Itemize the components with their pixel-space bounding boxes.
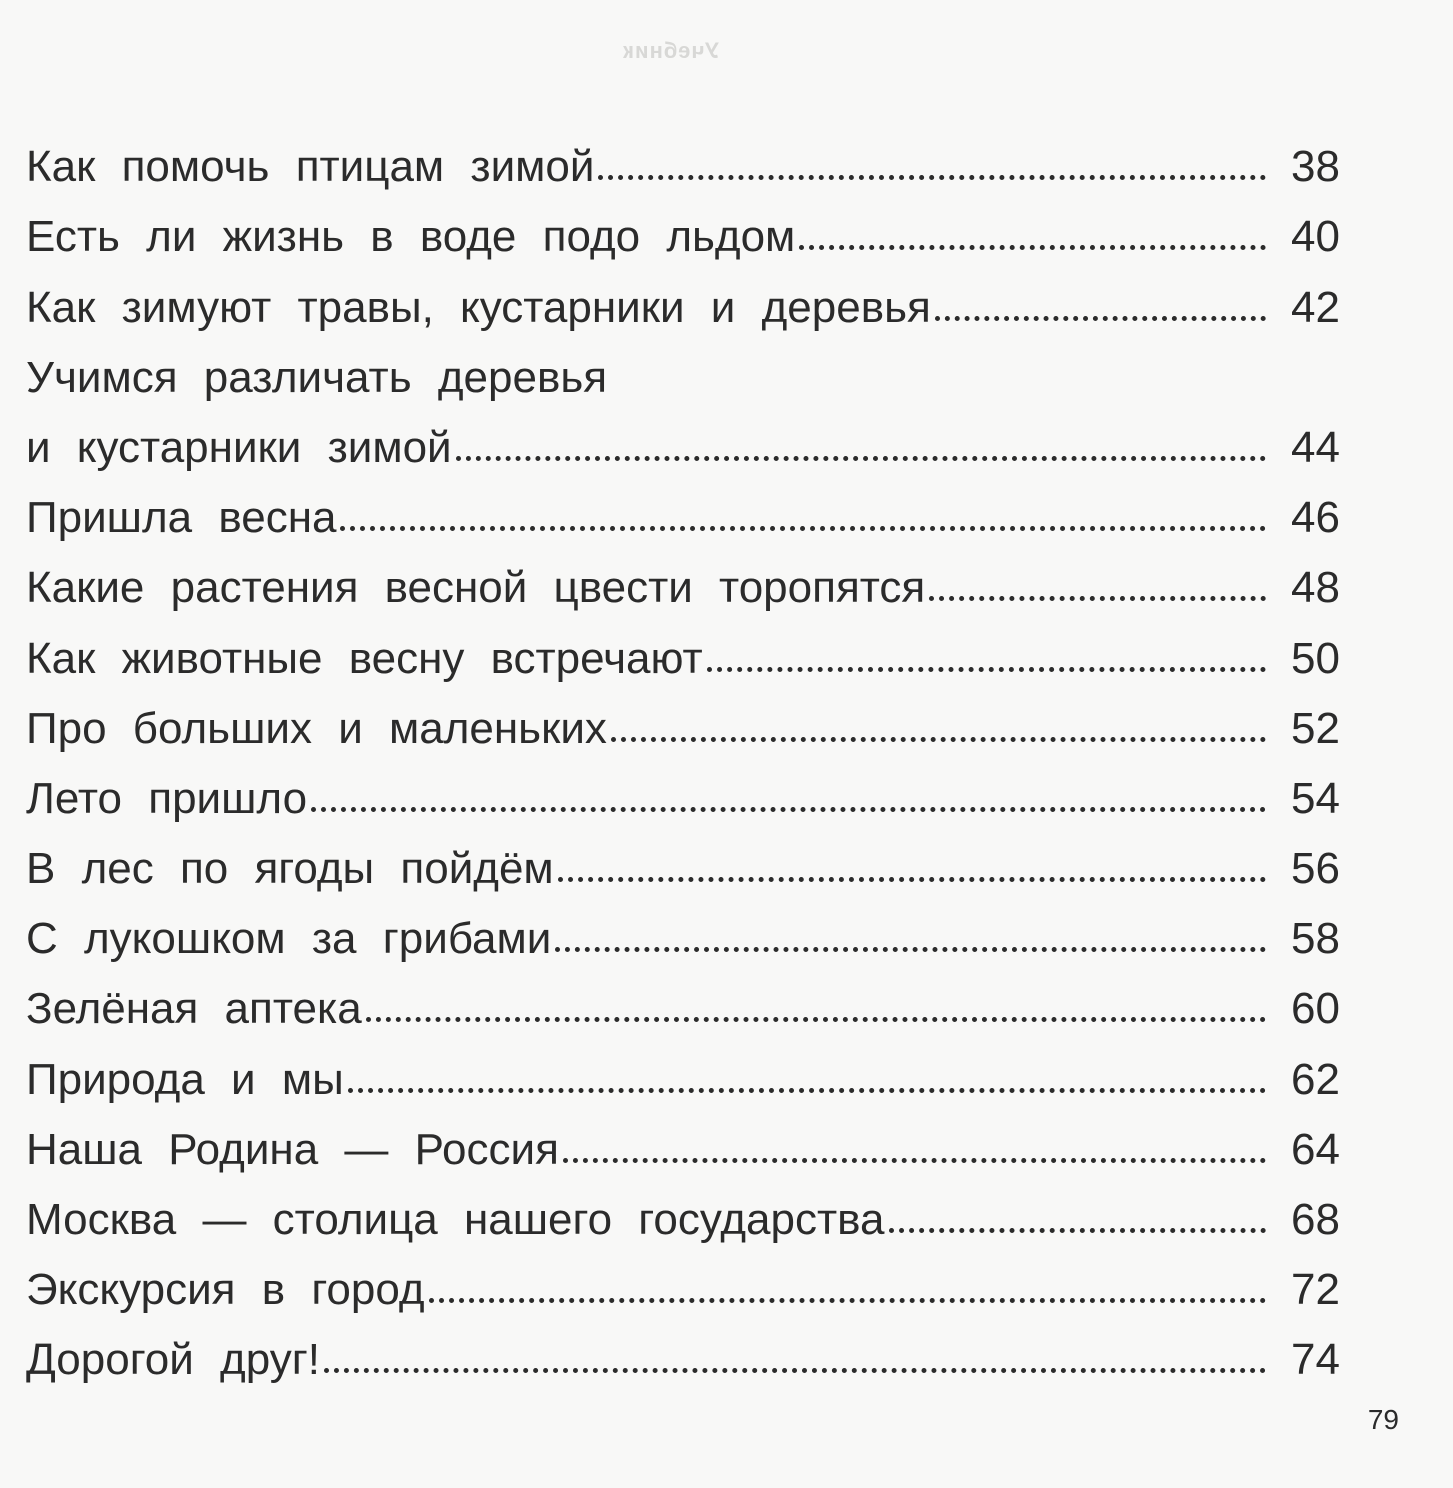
toc-entry-title: Какие растения весной цвести торопятся (26, 563, 926, 613)
toc-entry-title: Наша Родина — Россия (26, 1124, 559, 1174)
toc-entry-page: 74 (1291, 1335, 1340, 1385)
dot-leader (929, 596, 1266, 601)
toc-entry[interactable] (26, 266, 1340, 336)
toc-entry-page: 46 (1291, 493, 1340, 543)
toc-entry-title: С лукошком за грибами (26, 914, 552, 964)
toc-entry-title: Учимся различать деревья (26, 352, 608, 402)
toc-entry-page: 56 (1291, 844, 1340, 894)
toc-entry[interactable] (26, 758, 1340, 828)
toc-entry-page: 62 (1291, 1054, 1340, 1104)
dot-leader (558, 877, 1266, 882)
toc-entry-title: Зелёная аптека (26, 984, 362, 1034)
dot-leader (611, 737, 1266, 742)
toc-entry-page: 40 (1291, 212, 1340, 262)
toc-entry-page: 60 (1291, 984, 1340, 1034)
toc-entry-page: 64 (1291, 1124, 1340, 1174)
toc-entry-title: Природа и мы (26, 1054, 344, 1104)
toc-entry[interactable] (26, 898, 1340, 968)
toc-entry[interactable] (26, 828, 1340, 898)
toc-entry-page: 68 (1291, 1195, 1340, 1244)
toc-entry-title: Как животные весну встречают (26, 633, 703, 683)
dot-leader (935, 316, 1266, 321)
toc-entry-continued[interactable] (26, 337, 1340, 407)
toc-entry[interactable] (26, 477, 1340, 547)
toc-entry-title: Лето пришло (26, 773, 308, 823)
toc-entry-page: 44 (1291, 422, 1340, 472)
toc-entry[interactable] (26, 1179, 1340, 1249)
toc-entry-page: 42 (1291, 282, 1340, 332)
toc-entry-page: 58 (1291, 914, 1340, 964)
bleed-through-header: Учебник (622, 38, 719, 63)
toc-entry-page: 54 (1291, 773, 1340, 823)
toc-entry-title: Как зимуют травы, кустарники и деревья (26, 282, 931, 332)
toc-entry[interactable] (26, 196, 1340, 266)
toc-entry-page: 50 (1291, 633, 1340, 683)
dot-leader (889, 1228, 1266, 1233)
dot-leader (799, 245, 1266, 250)
toc-entry-page: 52 (1291, 703, 1340, 753)
toc-entry[interactable] (26, 1319, 1340, 1389)
toc-entry-title: В лес по ягоды пойдём (26, 844, 554, 894)
dot-leader (348, 1088, 1266, 1093)
dot-leader (456, 456, 1266, 461)
dot-leader (707, 667, 1266, 672)
toc-entry[interactable] (26, 1109, 1340, 1179)
page-number: 79 (1367, 1404, 1399, 1435)
toc-entry[interactable] (26, 407, 1340, 477)
toc-entry[interactable] (26, 547, 1340, 617)
toc-entry-page: 72 (1291, 1265, 1340, 1315)
toc-entry-page: 38 (1291, 142, 1340, 192)
toc-entry[interactable] (26, 688, 1340, 758)
toc-entry-title: Дорогой друг! (26, 1335, 320, 1385)
dot-leader (563, 1158, 1266, 1163)
dot-leader (340, 526, 1266, 531)
dot-leader (324, 1368, 1266, 1373)
dot-leader (429, 1298, 1266, 1303)
dot-leader (311, 807, 1266, 812)
toc-entry-title: Пришла весна (26, 493, 337, 543)
dot-leader (598, 175, 1266, 180)
toc-entry-title: и кустарники зимой (26, 422, 452, 472)
toc-entry-title: Есть ли жизнь в воде подо льдом (26, 212, 796, 262)
toc-entry[interactable] (26, 126, 1340, 196)
dot-leader (366, 1017, 1266, 1022)
toc-entry-title: Москва — столица нашего государства (26, 1195, 885, 1244)
dot-leader (555, 947, 1266, 952)
toc-entry[interactable] (26, 617, 1340, 687)
toc-entry-title: Про больших и маленьких (26, 703, 607, 753)
toc-entry[interactable] (26, 1038, 1340, 1108)
toc-entry-page: 48 (1291, 563, 1340, 613)
table-of-contents (26, 126, 1340, 1389)
toc-entry[interactable] (26, 1249, 1340, 1319)
toc-entry-title: Экскурсия в город (26, 1265, 425, 1315)
toc-entry[interactable] (26, 968, 1340, 1038)
toc-entry-title: Как помочь птицам зимой (26, 142, 595, 192)
